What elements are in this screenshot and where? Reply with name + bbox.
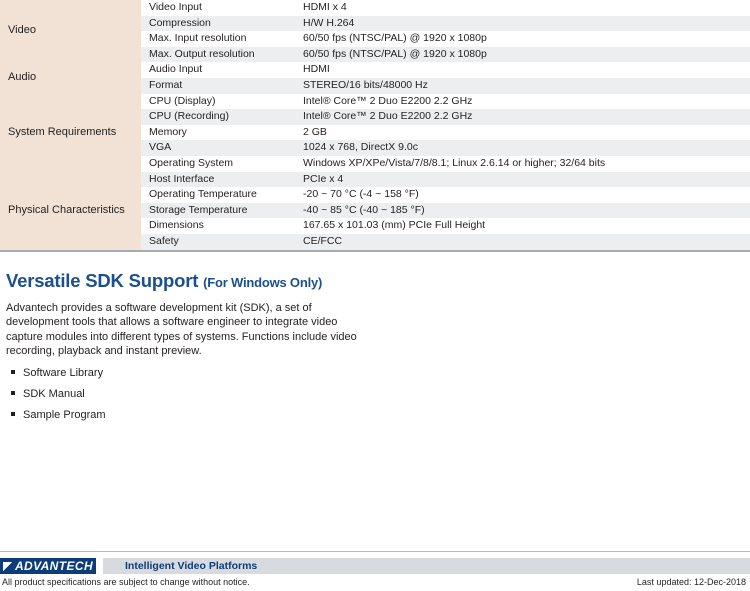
spec-value-cell: Windows XP/XPe/Vista/7/8/8.1; Linux 2.6.14 or higher; 32/64 bits [297, 156, 750, 172]
spec-attribute-cell: Compression [141, 16, 297, 32]
spec-value-cell: 167.65 x 101.03 (mm) PCIe Full Height [297, 218, 750, 234]
list-item [6, 408, 750, 429]
spec-attribute-cell: Max. Output resolution [141, 47, 297, 63]
spec-attribute-cell: Storage Temperature [141, 203, 297, 219]
footer-tagline: Intelligent Video Platforms [125, 560, 258, 572]
table-row [0, 0, 750, 16]
sdk-heading [6, 270, 750, 292]
footer-tagline-bar [103, 558, 750, 574]
footer-brand-bar [0, 558, 750, 574]
spec-value-cell: Intel® Core™ 2 Duo E2200 2.2 GHz [297, 109, 750, 125]
bullet-icon [11, 370, 15, 374]
spec-value-cell: -40 ~ 85 °C (-40 ~ 185 °F) [297, 203, 750, 219]
table-row [0, 62, 750, 78]
spec-attribute-cell: Operating Temperature [141, 187, 297, 203]
list-item-label: Software Library [23, 366, 104, 379]
spec-value-cell: 1024 x 768, DirectX 9.0c [297, 140, 750, 156]
advantech-logo [0, 558, 96, 574]
footer-bar-gap [96, 558, 103, 574]
list-item-label: Sample Program [23, 408, 106, 421]
list-item [6, 387, 750, 408]
spec-category-cell: System Requirements [0, 94, 141, 172]
spec-attribute-cell: Safety [141, 234, 297, 250]
spec-value-cell: Intel® Core™ 2 Duo E2200 2.2 GHz [297, 94, 750, 110]
spec-category-cell: Video [0, 0, 141, 62]
spec-value-cell: HDMI [297, 62, 750, 78]
footer-note [0, 574, 750, 591]
spec-value-cell: CE/FCC [297, 234, 750, 250]
spec-attribute-cell: Dimensions [141, 218, 297, 234]
spec-attribute-cell: CPU (Display) [141, 94, 297, 110]
spec-attribute-cell: Audio Input [141, 62, 297, 78]
footer-divider [0, 551, 750, 552]
spec-value-cell: H/W H.264 [297, 16, 750, 32]
footer-last-updated: Last updated: 12-Dec-2018 [636, 577, 746, 587]
spec-attribute-cell: Host Interface [141, 172, 297, 188]
footer-disclaimer: All product specifications are subject to change without notice. [2, 577, 250, 587]
specifications-table [0, 0, 750, 250]
spec-category-cell: Physical Characteristics [0, 172, 141, 250]
spec-category-cell: Audio [0, 62, 141, 93]
spec-value-cell: HDMI x 4 [297, 0, 750, 16]
spec-attribute-cell: Operating System [141, 156, 297, 172]
spec-attribute-cell: Memory [141, 125, 297, 141]
table-row [0, 172, 750, 188]
list-item [6, 366, 750, 387]
specifications-table-body [0, 0, 750, 250]
spec-value-cell: PCIe x 4 [297, 172, 750, 188]
list-item-label: SDK Manual [23, 387, 85, 400]
advantech-logo-mark-icon [3, 562, 12, 571]
bullet-icon [11, 412, 15, 416]
sdk-section [0, 252, 750, 429]
sdk-feature-list [6, 366, 750, 429]
table-row [0, 94, 750, 110]
spec-value-cell: 60/50 fps (NTSC/PAL) @ 1920 x 1080p [297, 31, 750, 47]
sdk-heading-suffix: (For Windows Only) [203, 274, 323, 290]
page-footer [0, 551, 750, 591]
spec-attribute-cell: CPU (Recording) [141, 109, 297, 125]
sdk-paragraph: Advantech provides a software development kit (SDK), a set of development tools that allows a software engineer to integrate video capture modules into different types of systems. Functions include video recording, playback and instant preview. [6, 301, 357, 358]
sdk-heading-main: Versatile SDK Support [6, 269, 199, 291]
spec-attribute-cell: VGA [141, 140, 297, 156]
spec-value-cell: STEREO/16 bits/48000 Hz [297, 78, 750, 94]
bullet-icon [11, 391, 15, 395]
spec-value-cell: 60/50 fps (NTSC/PAL) @ 1920 x 1080p [297, 47, 750, 63]
spec-attribute-cell: Format [141, 78, 297, 94]
spec-value-cell: -20 ~ 70 °C (-4 ~ 158 °F) [297, 187, 750, 203]
spec-attribute-cell: Video Input [141, 0, 297, 16]
advantech-logo-text: ADVANTECH [14, 559, 94, 573]
spec-value-cell: 2 GB [297, 125, 750, 141]
spec-attribute-cell: Max. Input resolution [141, 31, 297, 47]
